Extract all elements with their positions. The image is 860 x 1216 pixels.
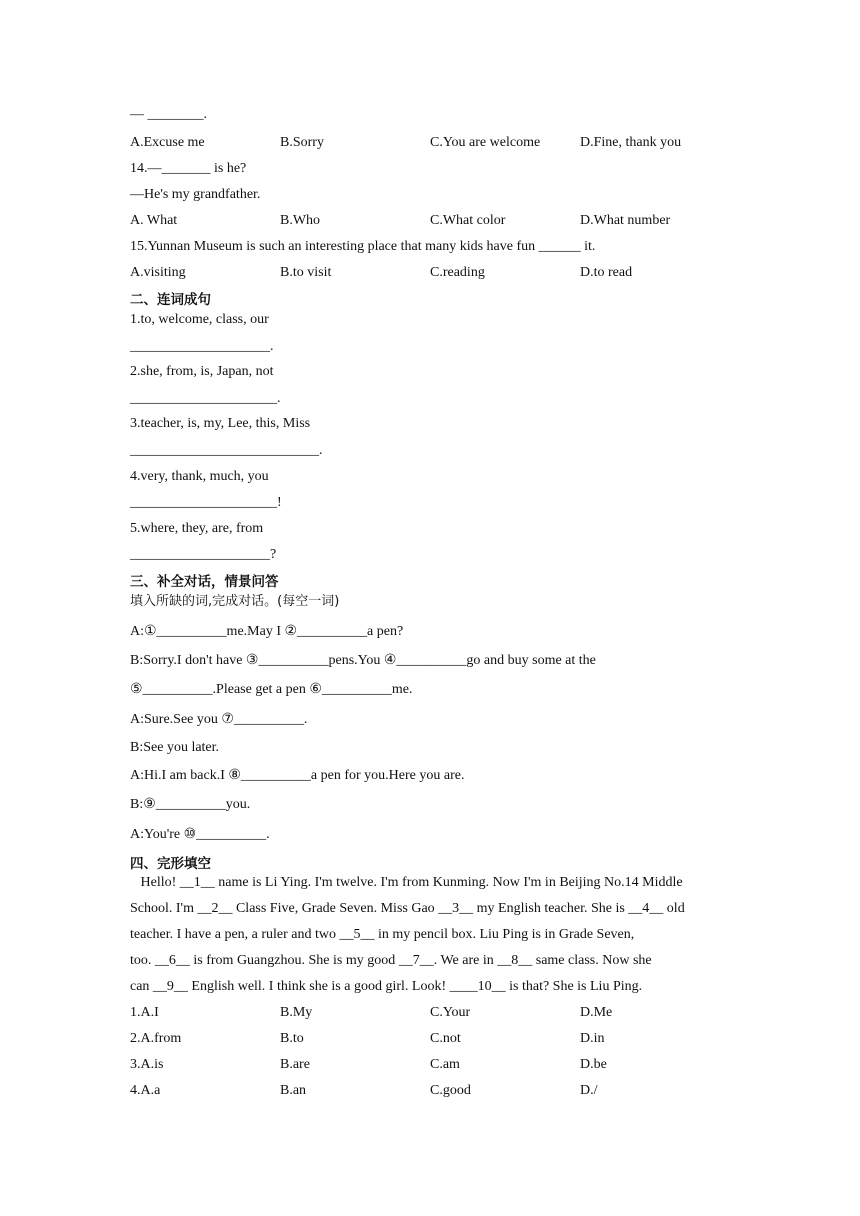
option-d: D.be <box>580 1057 607 1072</box>
option-c: C.good <box>430 1083 471 1098</box>
answer-fragment: — ________. <box>130 107 207 122</box>
passage-line: School. I'm __2__ Class Five, Grade Seven. Miss Gao __3__ my English teacher. She is __4__ old <box>130 901 685 916</box>
option-a: 1.A.I <box>130 1005 159 1020</box>
option-b: B.an <box>280 1083 307 1098</box>
answer-blank: ____________________. <box>130 339 274 354</box>
dialogue-line: A:①__________me.May I ②__________a pen? <box>130 624 404 639</box>
dialogue-line: B:See you later. <box>130 740 220 755</box>
sentence-words: 2.she, from, is, Japan, not <box>130 364 274 379</box>
option-d: D.Fine, thank you <box>580 135 682 150</box>
q14-question: 14.—_______ is he? <box>130 161 247 176</box>
option-c: C.reading <box>430 265 485 280</box>
section3-instruction: 填入所缺的词,完成对话。(每空一词) <box>130 594 340 609</box>
option-d: D.in <box>580 1031 605 1046</box>
section2-heading: 二、连词成句 <box>130 292 211 308</box>
option-c: C.not <box>430 1031 461 1046</box>
option-a: A.Excuse me <box>130 135 205 150</box>
passage-line: can __9__ English well. I think she is a good girl. Look! ____10__ is that? She is Liu Ping. <box>130 979 643 994</box>
q15-question: 15.Yunnan Museum is such an interesting place that many kids have fun ______ it. <box>130 239 596 254</box>
dialogue-line: A:You're ⑩__________. <box>130 827 270 842</box>
option-b: B.Who <box>280 213 321 228</box>
section3-heading: 三、补全对话，情景问答 <box>130 574 279 590</box>
dialogue-line: B:⑨__________you. <box>130 797 251 812</box>
dialogue-line: A:Sure.See you ⑦__________. <box>130 712 308 727</box>
option-d: D./ <box>580 1083 598 1098</box>
option-a: 3.A.is <box>130 1057 164 1072</box>
option-b: B.to visit <box>280 265 332 280</box>
option-c: C.What color <box>430 213 506 228</box>
option-d: D.Me <box>580 1005 613 1020</box>
option-b: B.My <box>280 1005 313 1020</box>
sentence-words: 5.where, they, are, from <box>130 521 264 536</box>
sentence-words: 3.teacher, is, my, Lee, this, Miss <box>130 416 311 431</box>
sentence-words: 1.to, welcome, class, our <box>130 312 269 327</box>
section4-heading: 四、完形填空 <box>130 856 211 872</box>
option-c: C.am <box>430 1057 460 1072</box>
dialogue-line: B:Sorry.I don't have ③__________pens.You ④__________go and buy some at the <box>130 653 596 668</box>
option-d: D.What number <box>580 213 671 228</box>
dialogue-line: A:Hi.I am back.I ⑧__________a pen for you.Here you are. <box>130 768 465 783</box>
answer-blank: _____________________! <box>130 495 282 510</box>
answer-blank: _____________________. <box>130 391 281 406</box>
q14-answer-line: —He's my grandfather. <box>130 187 261 202</box>
answer-blank: ___________________________. <box>130 443 323 458</box>
passage-line: Hello! __1__ name is Li Ying. I'm twelve. I'm from Kunming. Now I'm in Beijing No.14 Middle <box>130 875 683 890</box>
dialogue-line: ⑤__________.Please get a pen ⑥__________me. <box>130 682 413 697</box>
option-a: A.visiting <box>130 265 186 280</box>
sentence-words: 4.very, thank, much, you <box>130 469 269 484</box>
answer-blank: ____________________? <box>130 547 277 562</box>
option-b: B.are <box>280 1057 310 1072</box>
option-c: C.Your <box>430 1005 471 1020</box>
option-a: 4.A.a <box>130 1083 161 1098</box>
option-b: B.Sorry <box>280 135 324 150</box>
option-b: B.to <box>280 1031 304 1046</box>
passage-line: too. __6__ is from Guangzhou. She is my good __7__. We are in __8__ same class. Now she <box>130 953 652 968</box>
option-a: A. What <box>130 213 178 228</box>
passage-line: teacher. I have a pen, a ruler and two __5__ in my pencil box. Liu Ping is in Grade Seven, <box>130 927 635 942</box>
option-c: C.You are welcome <box>430 135 541 150</box>
option-d: D.to read <box>580 265 633 280</box>
option-a: 2.A.from <box>130 1031 182 1046</box>
